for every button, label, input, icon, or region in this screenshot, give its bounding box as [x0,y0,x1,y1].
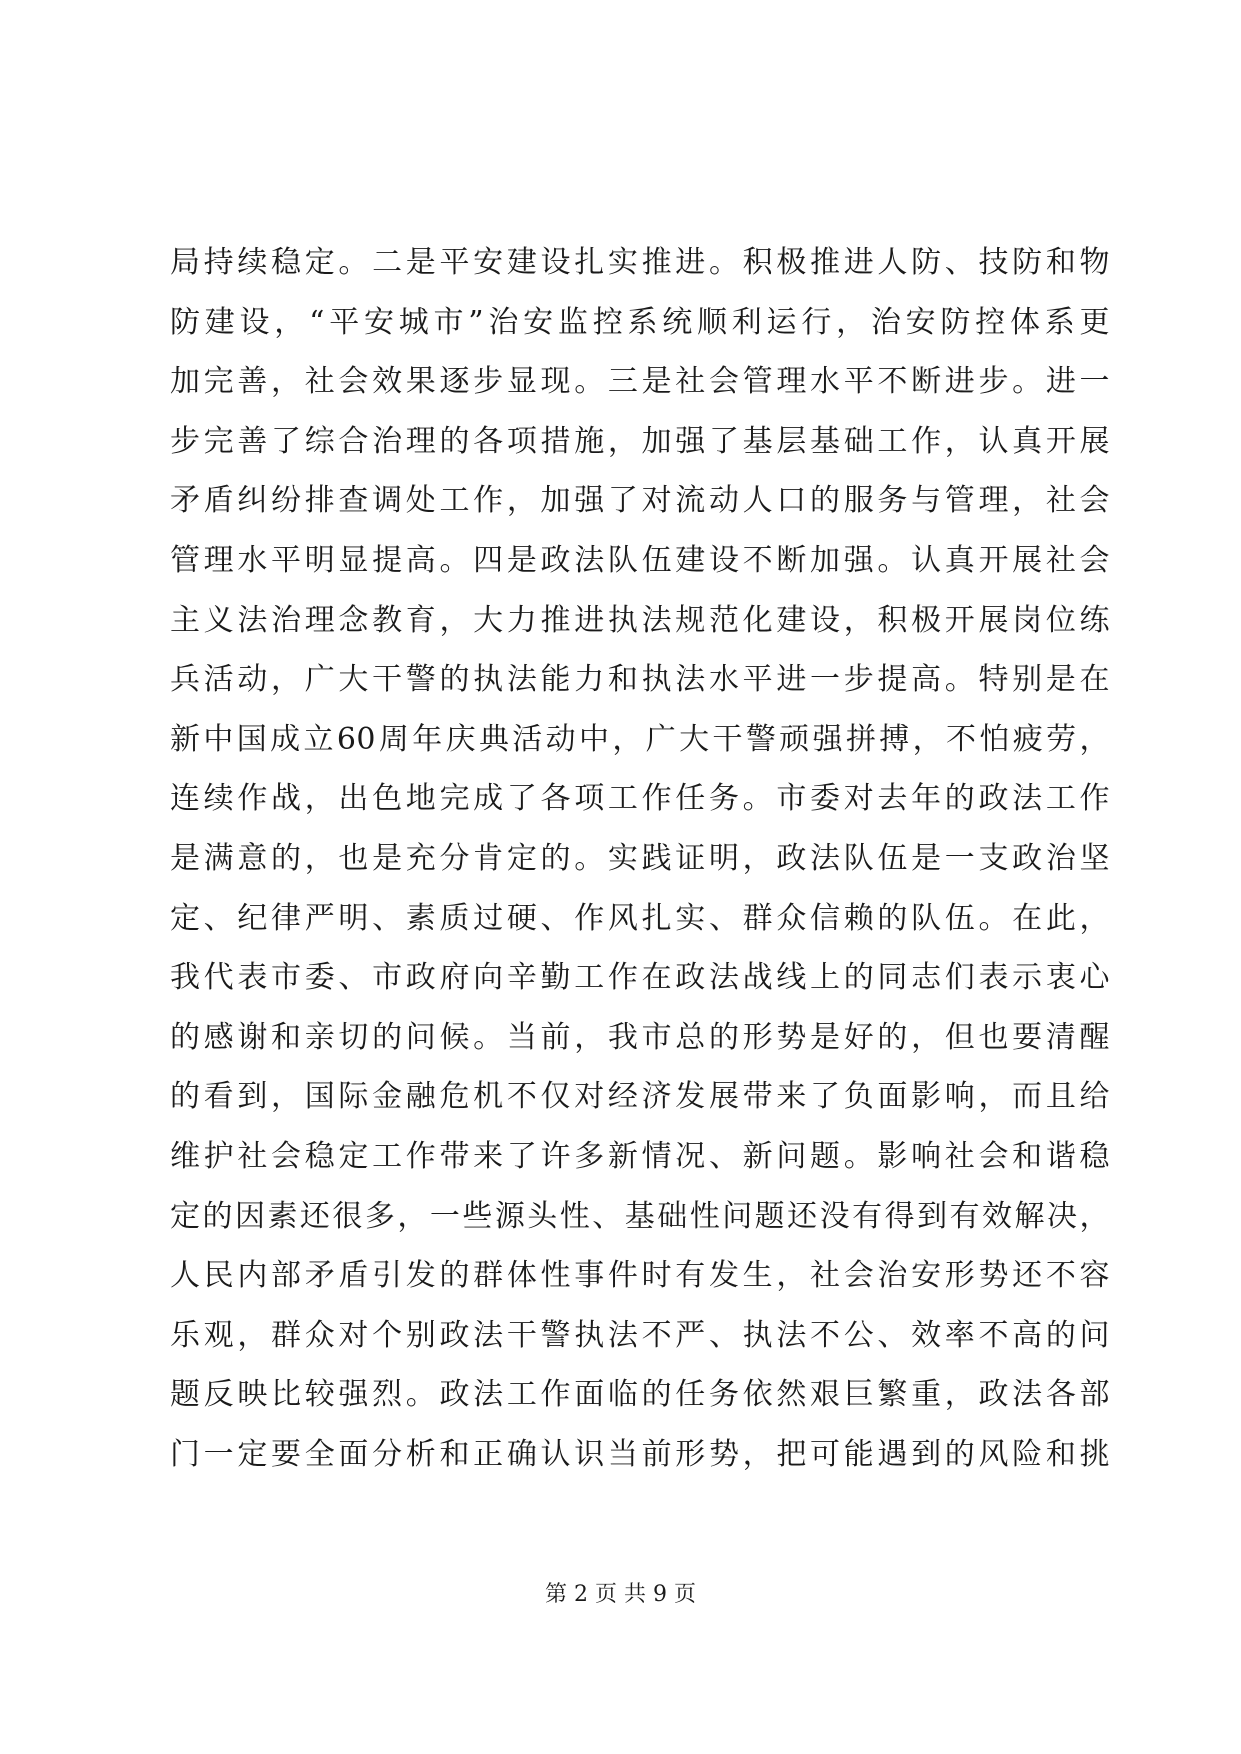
text-line: 局持续稳定。二是平安建设扎实推进。积极推进人防、技防和物 [170,245,1110,280]
text-line: 题反映比较强烈。政法工作面临的任务依然艰巨繁重，政法各部 [170,1377,1110,1413]
text-line: 的感谢和亲切的问候。当前，我市总的形势是好的，但也要清醒 [170,1019,1110,1055]
page-number-footer: 第 2 页 共 9 页 [545,1582,696,1607]
text-line: 步完善了综合治理的各项措施，加强了基层基础工作，认真开展 [170,423,1110,459]
text-line: 的看到，国际金融危机不仅对经济发展带来了负面影响，而且给 [170,1079,1110,1115]
text-line: 乐观，群众对个别政法干警执法不严、执法不公、效率不高的问 [170,1317,1110,1353]
text-line: 维护社会稳定工作带来了许多新情况、新问题。影响社会和谐稳 [170,1138,1110,1174]
text-line: 定的因素还很多，一些源头性、基础性问题还没有得到有效解决， [170,1198,1110,1234]
text-line: 人民内部矛盾引发的群体性事件时有发生，社会治安形势还不容 [170,1258,1110,1294]
text-line: 定、纪律严明、素质过硬、作风扎实、群众信赖的队伍。在此， [170,900,1110,936]
text-line: 我代表市委、市政府向辛勤工作在政法战线上的同志们表示衷心 [170,960,1110,996]
text-line: 主义法治理念教育，大力推进执法规范化建设，积极开展岗位练 [170,602,1110,638]
body-text [170,233,1110,1484]
text-line: 管理水平明显提高。四是政法队伍建设不断加强。认真开展社会 [170,542,1110,578]
text-line: 连续作战，出色地完成了各项工作任务。市委对去年的政法工作 [170,781,1110,817]
text-line: 新中国成立60周年庆典活动中，广大干警顽强拼搏，不怕疲劳， [170,721,1110,757]
text-line: 矛盾纠纷排查调处工作，加强了对流动人口的服务与管理，社会 [170,483,1110,519]
text-line: 是满意的，也是充分肯定的。实践证明，政法队伍是一支政治坚 [170,840,1110,876]
text-line: 加完善，社会效果逐步显现。三是社会管理水平不断进步。进一 [170,364,1110,400]
text-line: 防建设，“平安城市”治安监控系统顺利运行，治安防控体系更 [170,304,1110,340]
text-line: 门一定要全面分析和正确认识当前形势，把可能遇到的风险和挑 [170,1436,1110,1472]
text-line: 兵活动，广大干警的执法能力和执法水平进一步提高。特别是在 [170,662,1110,698]
